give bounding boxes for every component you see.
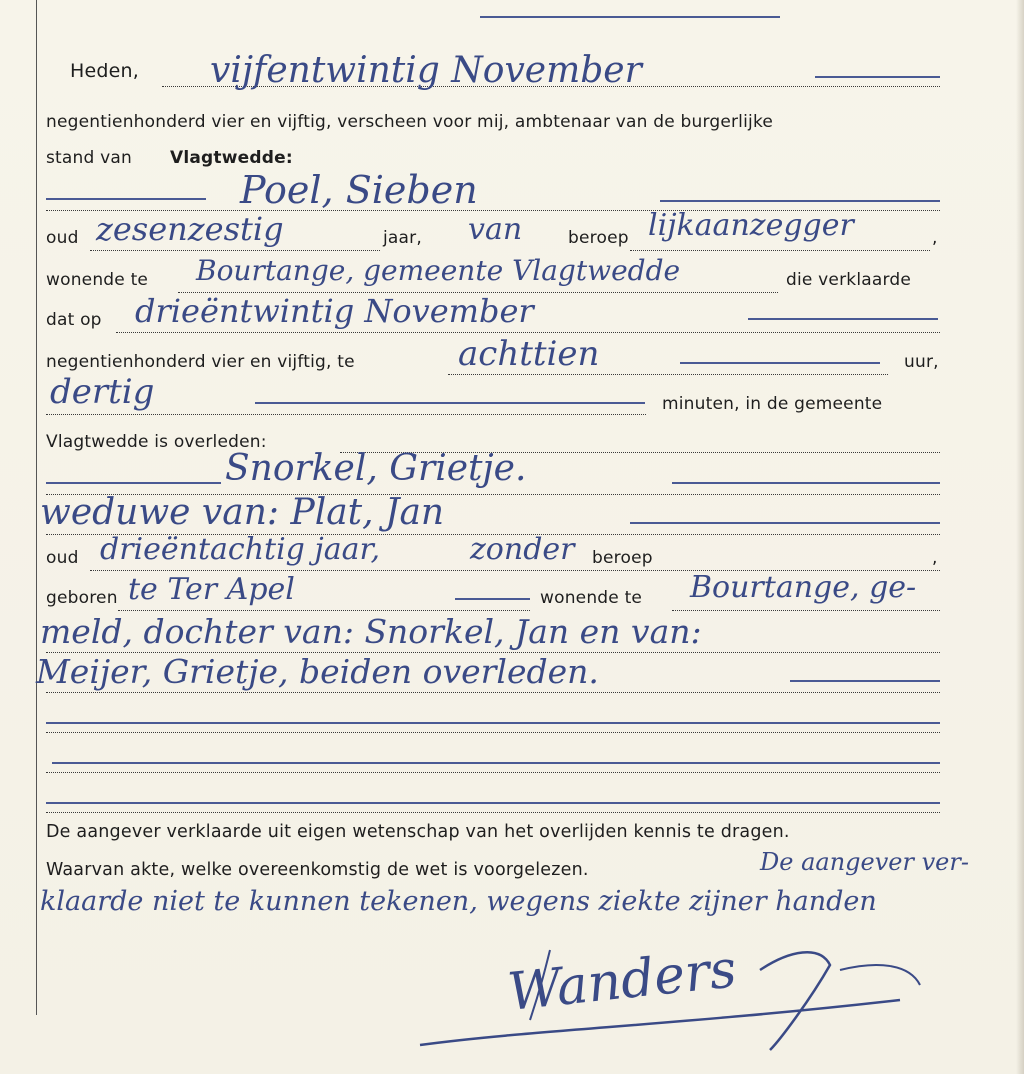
fill-stroke [815, 76, 940, 78]
age-line [90, 250, 380, 251]
uur-label: uur, [904, 352, 939, 372]
heden-label: Heden, [70, 60, 140, 82]
fill-stroke [680, 362, 880, 364]
deceased-residence-line [672, 610, 940, 611]
signature-text: Wanders [505, 939, 740, 1023]
handwritten-death-minutes: dertig [50, 372, 155, 412]
handwritten-parents-line-1: meld, dochter van: Snorkel, Jan en van: [40, 612, 702, 651]
fill-stroke [255, 402, 645, 404]
handwritten-note-line-1: De aangever ver- [760, 848, 969, 876]
parents-line-2 [46, 692, 940, 693]
handwritten-deceased-age: drieëntachtig jaar, [100, 532, 381, 567]
strike-stroke [52, 762, 940, 764]
comma-mark-2: , [932, 548, 938, 568]
minuten-label: minuten, in de gemeente [662, 394, 883, 414]
fill-stroke [455, 598, 530, 600]
year-line: negentienhonderd vier en vijftig, verscheen voor mij, ambtenaar van de burgerlijke [46, 112, 774, 132]
blank-line [46, 812, 940, 813]
declaration-text: De aangever verklaarde uit eigen wetenschap van het overlijden kennis te dragen. [46, 822, 790, 842]
handwritten-birthplace: te Ter Apel [128, 572, 295, 607]
fill-stroke-right [672, 482, 940, 484]
strike-stroke [46, 802, 940, 804]
handwritten-death-hour: achttien [458, 334, 600, 374]
left-margin-rule [36, 0, 37, 1015]
municipality-label: Vlagtwedde: [170, 148, 293, 168]
hour-line [448, 374, 888, 375]
jaar-label: jaar, [383, 228, 422, 248]
strike-stroke [46, 722, 940, 724]
death-date-line [116, 332, 940, 333]
blank-line [46, 772, 940, 773]
handwritten-van: van [468, 212, 523, 247]
beroep-label: beroep [568, 228, 629, 248]
handwritten-zonder: zonder [470, 532, 575, 567]
beroep-label-2: beroep [592, 548, 653, 568]
birthplace-line [118, 610, 530, 611]
handwritten-date-of-act: vijfentwintig November [210, 50, 642, 91]
fill-stroke [748, 318, 938, 320]
year-line-2: negentienhonderd vier en vijftig, te [46, 352, 355, 372]
overleden-label: Vlagtwedde is overleden: [46, 432, 267, 452]
handwritten-death-day: drieëntwintig November [135, 292, 534, 330]
occupation-line [630, 250, 930, 251]
wonende-te-label: wonende te [46, 270, 149, 290]
handwritten-deceased-residence: Bourtange, ge- [690, 570, 917, 605]
fill-stroke [630, 522, 940, 524]
handwritten-widow-of: weduwe van: Plat, Jan [40, 492, 445, 533]
handwritten-parents-line-2: Meijer, Grietje, beiden overleden. [36, 652, 599, 691]
handwritten-declarant-occupation: lijkaanzegger [648, 208, 854, 243]
previous-signature-stroke [480, 16, 780, 18]
die-verklaarde-label: die verklaarde [786, 270, 912, 290]
geboren-label: geboren [46, 588, 118, 608]
wonende-te-label-2: wonende te [540, 588, 643, 608]
waarvan-text: Waarvan akte, welke overeenkomstig de wet is voorgelezen. [46, 860, 589, 880]
handwritten-declarant-name: Poel, Sieben [240, 168, 478, 212]
fill-stroke-left [46, 482, 221, 484]
fill-stroke-right [660, 200, 940, 202]
paper-edge-shadow [1016, 0, 1024, 1074]
oud-label: oud [46, 228, 79, 248]
blank-line [46, 732, 940, 733]
fill-stroke-left [46, 198, 206, 200]
dat-op-label: dat op [46, 310, 102, 330]
minutes-line [46, 414, 646, 415]
official-signature [380, 930, 940, 1060]
stand-van-label: stand van [46, 148, 132, 168]
comma-mark: , [932, 228, 938, 248]
fill-stroke [790, 680, 940, 682]
oud-label-2: oud [46, 548, 79, 568]
handwritten-deceased-name: Snorkel, Grietje. [225, 448, 527, 489]
handwritten-note-line-2: klaarde niet te kunnen tekenen, wegens ziekte zijner handen [40, 886, 877, 917]
handwritten-declarant-residence: Bourtange, gemeente Vlagtwedde [196, 254, 681, 287]
handwritten-declarant-age: zesenzestig [96, 210, 284, 248]
